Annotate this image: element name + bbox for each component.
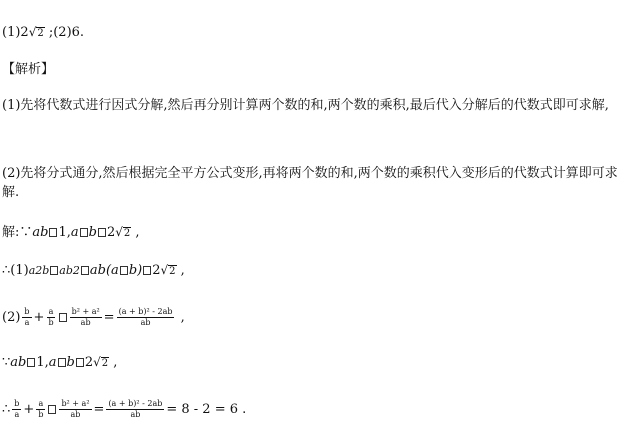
answer-line <box>2 24 84 42</box>
fraction-sum-squares: $\frac{\text{b² + a²}}{ab}$ <box>71 307 100 327</box>
section-title: 【解析】 <box>2 62 55 77</box>
missing-glyph-box <box>76 358 84 367</box>
missing-glyph-box <box>143 266 151 275</box>
fraction-b-over-a: $\frac{b}{a}$ <box>24 307 30 327</box>
fraction-expanded: $\frac{\text{(a + b)² - 2ab}}{ab}$ <box>118 307 173 327</box>
plus-sign: + <box>33 310 45 325</box>
value-two: 2 <box>152 263 161 278</box>
sqrt-symbol: √2 <box>93 355 109 369</box>
tail-comma: , <box>109 355 118 370</box>
fraction-a-over-b: $\frac{a}{b}$ <box>38 399 44 419</box>
factor-line <box>2 262 185 280</box>
fraction-a-over-b: $\frac{a}{b}$ <box>48 307 54 327</box>
missing-glyph-box <box>98 228 106 237</box>
plus-sign: + <box>23 402 35 417</box>
value-two: 2 <box>84 355 94 370</box>
value-one: 1, <box>36 355 49 370</box>
sqrt-symbol: √2 <box>160 263 176 277</box>
missing-glyph-box <box>49 228 57 237</box>
var-b: b <box>66 355 75 370</box>
analysis-paragraph-2: (2)先将分式通分,然后根据完全平方公式变形,再将两个数的和,两个数的乘积代入变形后的代数式计算即可求解. <box>2 166 618 200</box>
missing-glyph-box <box>27 358 35 367</box>
tail-comma: , <box>176 310 185 325</box>
missing-glyph-box <box>80 228 88 237</box>
missing-glyph-box <box>50 266 58 275</box>
sqrt-symbol: √2 <box>115 225 131 239</box>
final-line <box>2 398 246 422</box>
var-ab: ab <box>10 355 27 370</box>
fraction-b-over-a: $\frac{b}{a}$ <box>14 399 20 419</box>
term-ab-a: ab(a <box>89 263 119 278</box>
value-two: 2 <box>106 225 116 240</box>
sqrt-arg: 2 <box>37 28 44 39</box>
missing-glyph-box <box>59 313 67 322</box>
given-prefix: 解:∵ <box>2 225 33 240</box>
term-ab2: ab2 <box>59 264 80 277</box>
term-a2b: a2b <box>28 264 50 277</box>
sqrt-symbol: √2 <box>28 25 44 39</box>
answer-sep: ;(2)6. <box>44 25 85 40</box>
missing-glyph-box <box>58 358 66 367</box>
var-ab: ab <box>32 225 49 240</box>
var-b: b <box>88 225 97 240</box>
missing-glyph-box <box>48 405 56 414</box>
fraction-line <box>2 306 185 330</box>
answer-part1: (1)2 <box>2 25 29 40</box>
sqrt-arg: 2 <box>101 358 109 369</box>
value-one: 1, <box>58 225 71 240</box>
factor-prefix: ∴(1) <box>2 263 29 278</box>
sqrt-arg: 2 <box>123 228 131 239</box>
final-value: = 8 - 2 = 6 . <box>166 402 247 417</box>
part2-label: (2) <box>2 310 21 325</box>
sqrt-arg: 2 <box>169 266 176 277</box>
var-a: a <box>70 225 79 240</box>
fraction-sum-squares: $\frac{\text{b² + a²}}{ab}$ <box>61 399 90 419</box>
tail-comma: , <box>176 263 185 278</box>
fraction-expanded: $\frac{\text{(a + b)² - 2ab}}{ab}$ <box>108 399 163 419</box>
since-prefix: ∵ <box>2 355 11 370</box>
tail-comma: , <box>131 225 140 240</box>
missing-glyph-box <box>81 266 89 275</box>
analysis-paragraph-1: (1)先将代数式进行因式分解,然后再分别计算两个数的和,两个数的乘积,最后代入分解后的代数式即可求解, <box>2 98 609 113</box>
equals-sign: = <box>93 402 105 417</box>
missing-glyph-box <box>120 266 128 275</box>
term-b: b) <box>128 263 143 278</box>
final-prefix: ∴ <box>2 402 11 417</box>
given-line <box>2 224 140 242</box>
equals-sign: = <box>103 310 115 325</box>
var-a: a <box>48 355 57 370</box>
since-line <box>2 354 117 372</box>
